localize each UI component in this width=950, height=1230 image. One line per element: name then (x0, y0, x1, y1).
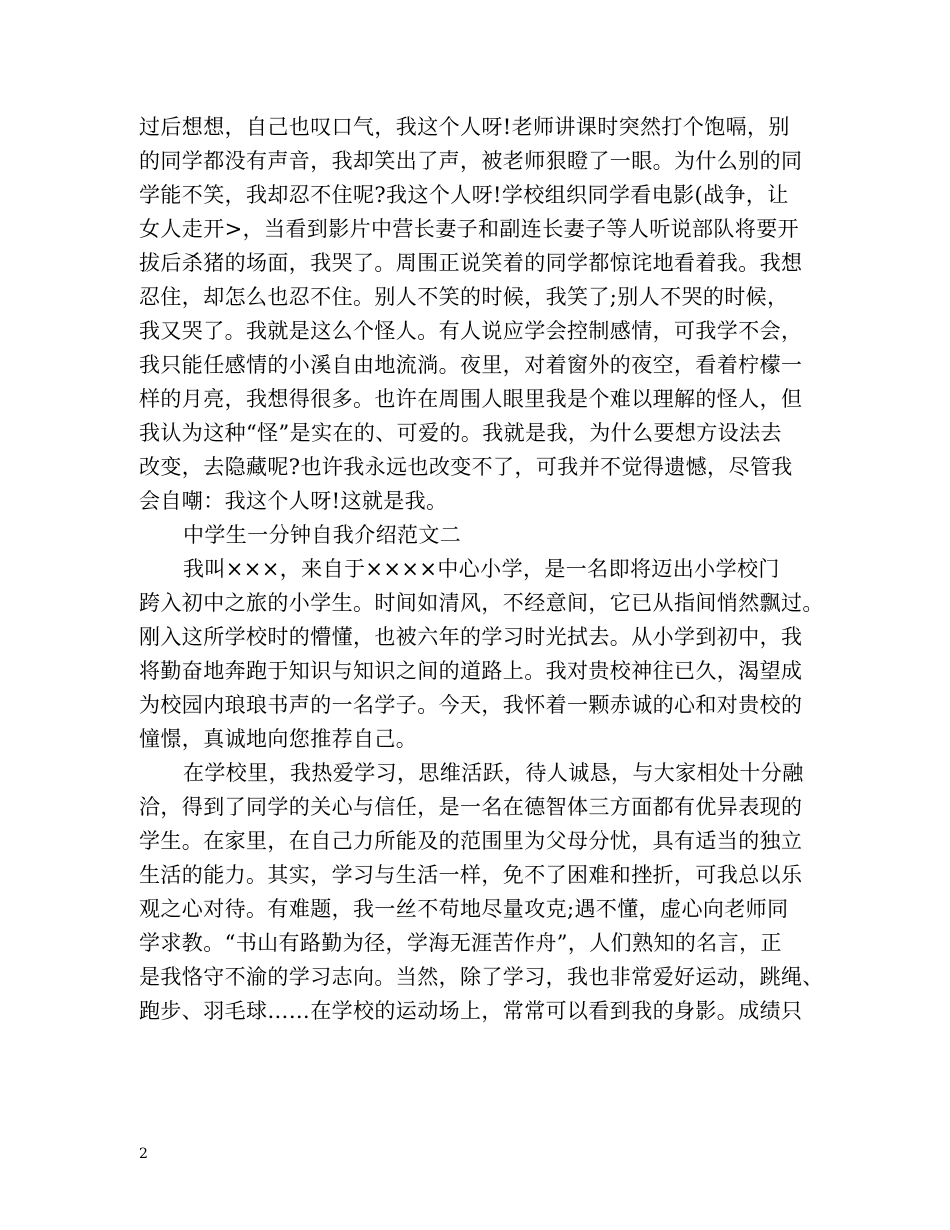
text-line: 跑步、羽毛球……在学校的运动场上，常常可以看到我的身影。成绩只 (139, 999, 803, 1023)
text-line: 过后想想，自己也叹口气，我这个人呀!老师讲课时突然打个饱嗝，别 (139, 115, 790, 139)
text-line: 改变，去隐藏呢?也许我永远也改变不了，可我并不觉得遗憾，尽管我 (139, 455, 793, 479)
text-line: 拔后杀猪的场面，我哭了。周围正说笑着的同学都惊诧地看着我。我想 (139, 251, 803, 275)
text-line: 我叫×××，来自于××××中心小学，是一名即将迈出小学校门 (183, 557, 780, 581)
text-line: 样的月亮，我想得很多。也许在周围人眼里我是个难以理解的怪人，但 (139, 387, 803, 411)
body-text (139, 110, 824, 1028)
text-line: 刚入这所学校时的懵懂，也被六年的学习时光拭去。从小学到初中，我 (139, 625, 803, 649)
text-line: 观之心对待。有难题，我一丝不苟地尽量攻克;遇不懂，虚心向老师同 (139, 897, 789, 921)
text-line: 会自嘲：我这个人呀!这就是我。 (139, 489, 448, 513)
text-line: 中学生一分钟自我介绍范文二 (183, 523, 462, 547)
text-line: 我认为这种“怪”是实在的、可爱的。我就是我，为什么要想方设法去 (139, 421, 782, 445)
text-line: 为校园内琅琅书声的一名学子。今天，我怀着一颗赤诚的心和对贵校的 (139, 693, 803, 717)
text-line: 将勤奋地奔跑于知识与知识之间的道路上。我对贵校神往已久，渴望成 (139, 659, 803, 683)
text-line: 憧憬，真诚地向您推荐自己。 (139, 727, 418, 751)
text-line: 学能不笑，我却忍不住呢?我这个人呀!学校组织同学看电影(战争，让 (139, 183, 789, 207)
page-number: 2 (139, 1146, 148, 1162)
text-line: 的同学都没有声音，我却笑出了声，被老师狠瞪了一眼。为什么别的同 (139, 149, 803, 173)
text-line: 是我恪守不渝的学习志向。当然，除了学习，我也非常爱好运动，跳绳、 (139, 965, 824, 989)
text-line: 洽，得到了同学的关心与信任，是一名在德智体三方面都有优异表现的 (139, 795, 803, 819)
text-line: 我只能任感情的小溪自由地流淌。夜里，对着窗外的夜空，看着柠檬一 (139, 353, 803, 377)
text-line: 女人走开>，当看到影片中营长妻子和副连长妻子等人听说部队将要开 (139, 217, 799, 241)
text-line: 忍住，却怎么也忍不住。别人不笑的时候，我笑了;别人不哭的时候， (139, 285, 789, 309)
text-line: 生活的能力。其实，学习与生活一样，免不了困难和挫折，可我总以乐 (139, 863, 803, 887)
text-line: 学求教。“书山有路勤为径，学海无涯苦作舟”，人们熟知的名言，正 (139, 931, 782, 955)
text-line: 我又哭了。我就是这么个怪人。有人说应学会控制感情，可我学不会， (139, 319, 803, 343)
text-line: 跨入初中之旅的小学生。时间如清风，不经意间，它已从指间悄然飘过。 (139, 591, 824, 615)
text-line: 在学校里，我热爱学习，思维活跃，待人诚恳，与大家相处十分融 (183, 761, 804, 785)
text-line: 学生。在家里，在自己力所能及的范围里为父母分忧，具有适当的独立 (139, 829, 803, 853)
